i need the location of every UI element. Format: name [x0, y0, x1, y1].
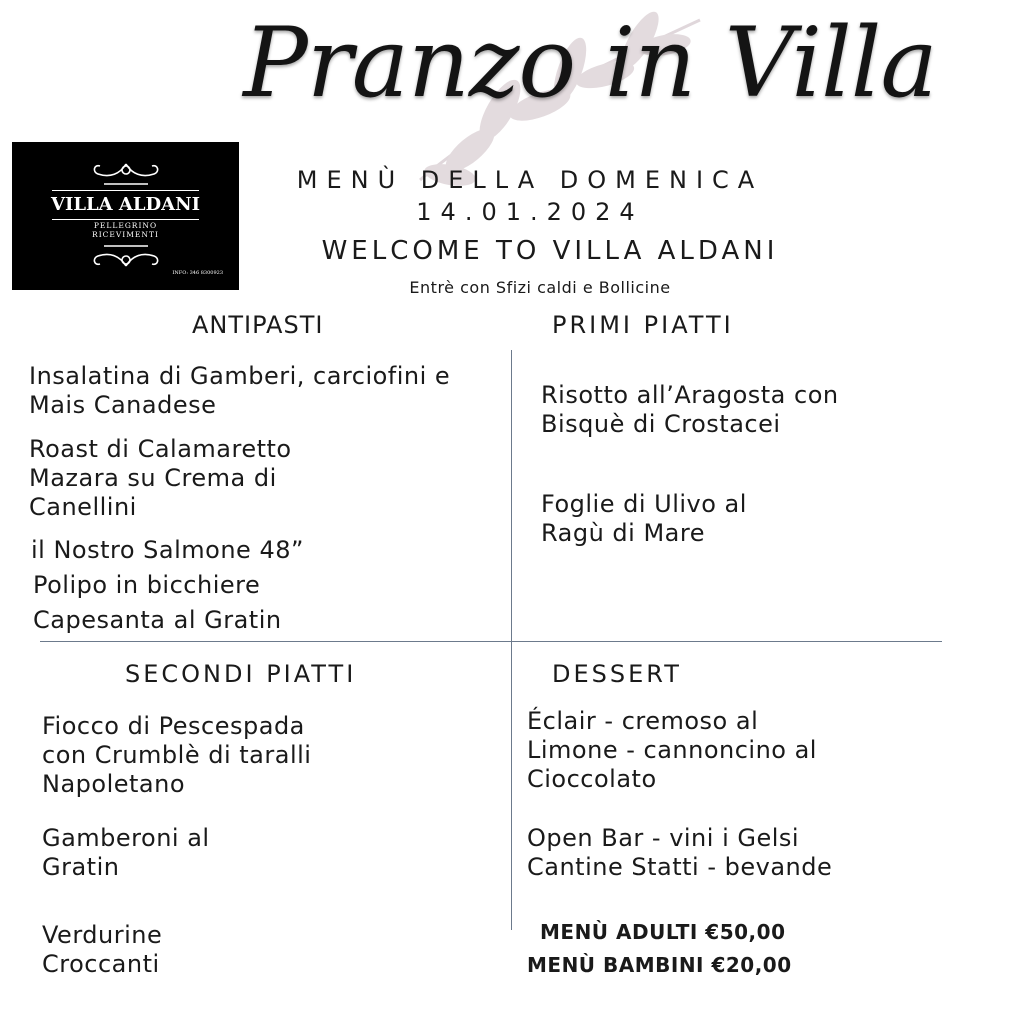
- menu-date: 14.01.2024: [416, 198, 644, 226]
- menu-item: Verdurine Croccanti: [42, 921, 163, 978]
- page-title: Pranzo in Villa: [243, 7, 937, 119]
- logo-name: VILLA ALDANI: [50, 194, 200, 215]
- logo-subtitle-2: RICEVIMENTI: [92, 230, 159, 239]
- vertical-divider: [511, 350, 512, 930]
- menu-title: MENÙ DELLA DOMENICA: [296, 166, 764, 194]
- logo-info: INFO: 346 8300923: [172, 270, 223, 276]
- logo-divider-bottom: [52, 219, 199, 220]
- menu-item: Fiocco di Pescespada con Crumblè di taralli Napoletano: [42, 712, 312, 798]
- logo-subtitle-1: PELLEGRINO: [93, 221, 158, 230]
- menu-item: Polipo in bicchiere: [33, 571, 261, 599]
- ornament-bottom-icon: [90, 240, 162, 270]
- menu-item: Éclair - cremoso al Limone - cannoncino al Cioccolato: [527, 707, 817, 793]
- menu-item: Risotto all’Aragosta con Bisquè di Crostacei: [541, 381, 839, 438]
- villa-aldani-logo: [12, 142, 239, 290]
- logo-divider-top: [52, 190, 199, 191]
- horizontal-divider: [40, 641, 942, 642]
- ornament-top-icon: [90, 160, 162, 190]
- menu-item: Capesanta al Gratin: [33, 606, 282, 634]
- section-title-secondi: SECONDI PIATTI: [125, 660, 357, 688]
- menu-item: Gamberoni al Gratin: [42, 824, 210, 881]
- menu-item: Foglie di Ulivo al Ragù di Mare: [541, 490, 747, 547]
- price-child: MENÙ BAMBINI €20,00: [527, 953, 792, 977]
- welcome-text: WELCOME TO VILLA ALDANI: [321, 236, 779, 266]
- section-title-dessert: DESSERT: [552, 660, 682, 688]
- menu-item: il Nostro Salmone 48”: [31, 536, 304, 564]
- section-title-primi: PRIMI PIATTI: [552, 311, 734, 339]
- menu-item: Open Bar - vini i Gelsi Cantine Statti - bevande: [527, 824, 833, 881]
- entree-text: Entrè con Sfizi caldi e Bollicine: [409, 278, 671, 297]
- menu-item: Insalatina di Gamberi, carciofini e Mais Canadese: [29, 362, 451, 419]
- menu-item: Roast di Calamaretto Mazara su Crema di Canellini: [29, 435, 292, 521]
- price-adult: MENÙ ADULTI €50,00: [540, 920, 786, 944]
- section-title-antipasti: ANTIPASTI: [192, 311, 324, 339]
